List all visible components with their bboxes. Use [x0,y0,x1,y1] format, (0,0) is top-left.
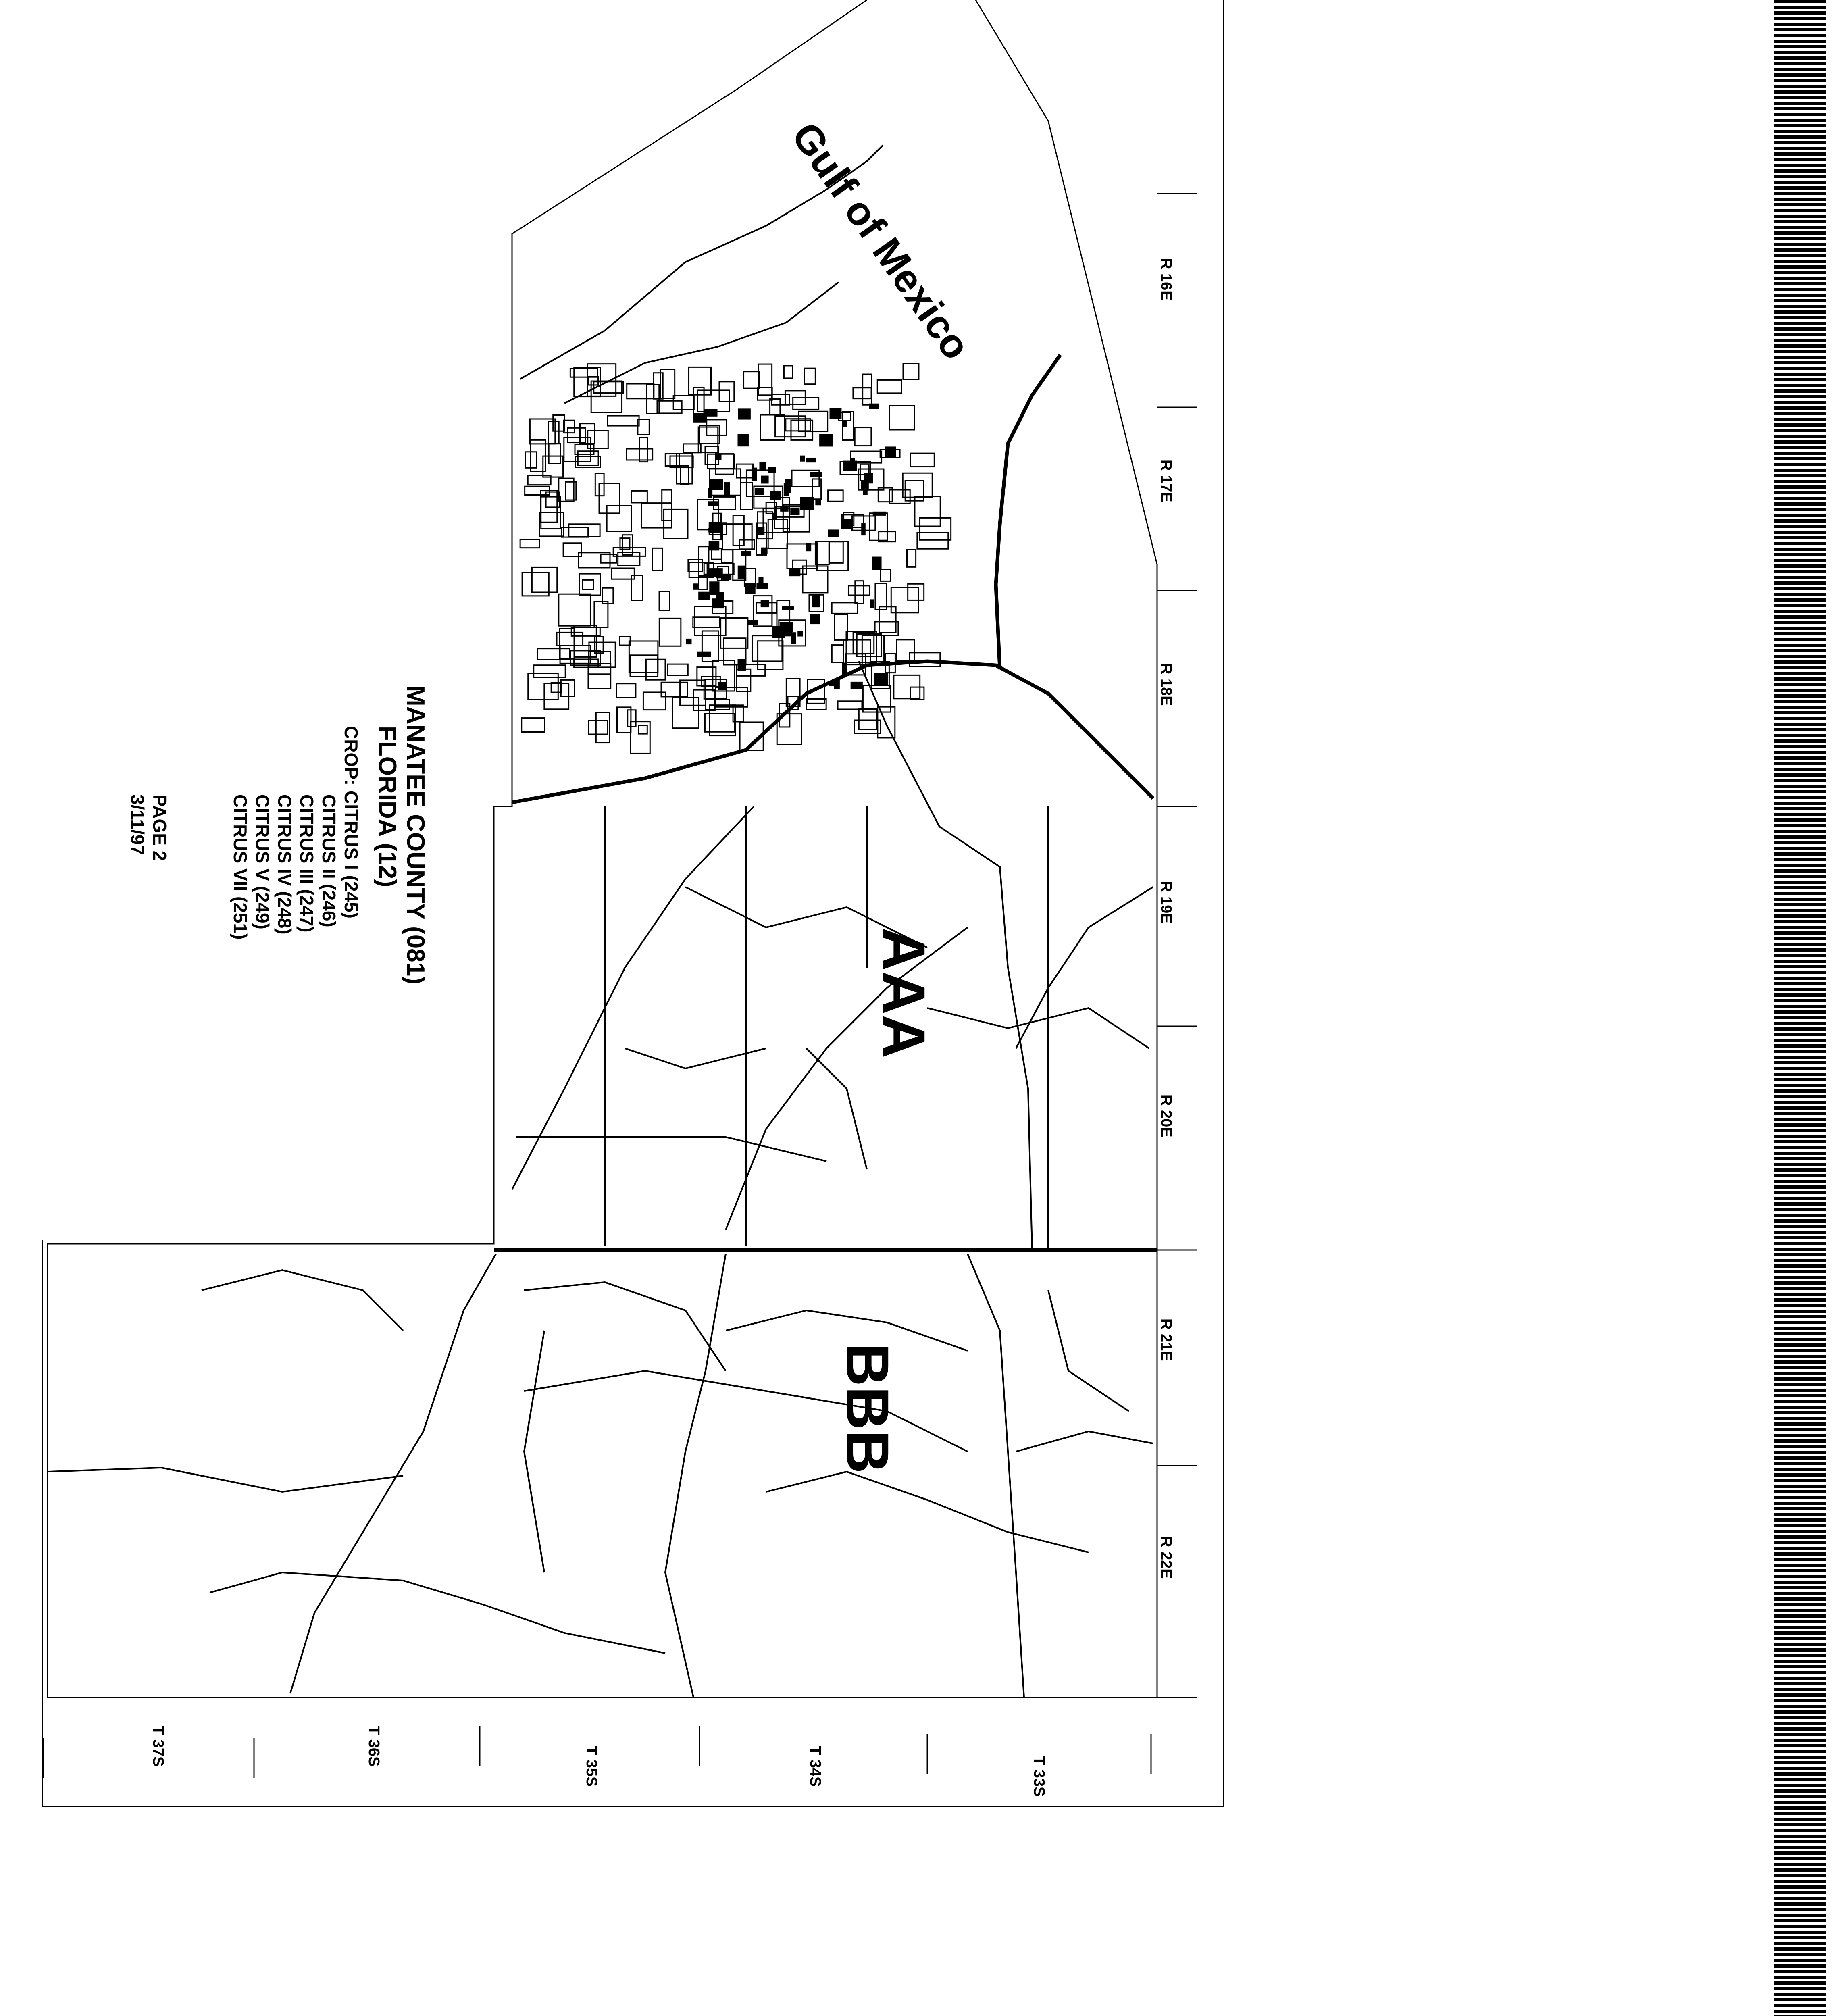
range-label: R 17E [1157,460,1174,502]
crop-line: CITRUS V (249) [252,794,273,929]
zone-label-aaa: AAA [870,927,938,1058]
crop-line: CROP: CITRUS I (245) [341,726,362,918]
township-label: T 36S [365,1726,382,1767]
range-ticks [1157,194,1197,1697]
county-boundary [48,0,1157,1697]
range-label: R 19E [1157,881,1174,924]
range-label: R 21E [1157,1318,1174,1361]
barcode-strip [1774,0,1826,2016]
crop-line: CITRUS III (247) [296,794,317,933]
township-label: T 34S [807,1746,824,1787]
rural-road-network [48,1254,1153,1697]
title-state: FLORIDA (12) [373,726,401,887]
title-county: MANATEE COUNTY (081) [402,685,429,985]
page-number: PAGE 2 [149,794,170,861]
map-date: 3/11/97 [127,794,148,855]
urban-road-network [512,145,1153,1250]
title-block [127,685,429,985]
range-label: R 20E [1157,1095,1174,1137]
crop-line: CITRUS IV (248) [274,794,295,935]
range-label: R 16E [1157,258,1174,301]
crop-line: CITRUS II (246) [319,794,339,927]
range-label: R 22E [1157,1536,1174,1579]
township-label: T 33S [1030,1756,1047,1797]
township-labels [150,1726,1047,1797]
zone-label-bbb: BBB [834,1343,901,1474]
gulf-label: Gulf of Mexico [783,114,979,368]
crop-line: CITRUS VII (251) [230,794,251,940]
urban-street-grid [520,364,951,754]
range-label: R 18E [1157,663,1174,706]
range-labels [1157,258,1174,1579]
township-label: T 35S [583,1746,600,1787]
township-label: T 37S [150,1726,167,1767]
